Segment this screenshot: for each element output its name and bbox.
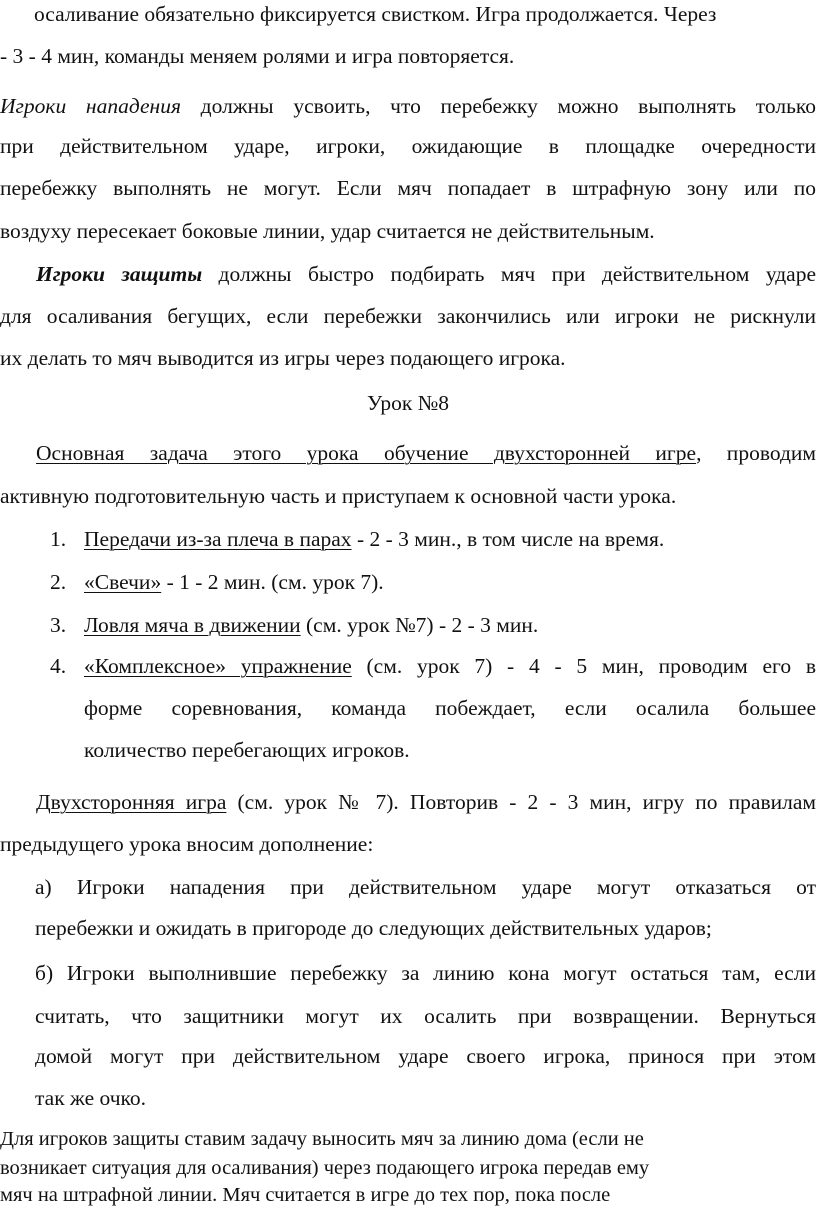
text-line: считать, что защитники могут их осалить при возвращении. Вернуться [35, 1004, 816, 1028]
text-line: их делать то мяч выводится из игры через подающего игрока. [0, 346, 566, 370]
text-line: предыдущего урока вносим дополнение: [0, 832, 374, 856]
exercise-name: Передачи из-за плеча в парах [84, 527, 352, 551]
text-line: при действительном ударе, игроки, ожидающие в площадке очередности [0, 134, 816, 158]
text-line: мяч на штрафной линии. Мяч считается в игре до тех пор, пока после [0, 1184, 611, 1206]
text-line: перебежку выполнять не могут. Если мяч попадает в штрафную зону или по [0, 176, 816, 200]
text-line: Двухсторонняя игра (см. урок № 7). Повторив - 2 - 3 мин, игру по правилам [36, 790, 816, 814]
list-number: 2. [50, 570, 67, 594]
main-task-text: Основная задача этого урока обучение двухсторонней игре [36, 441, 697, 465]
text-line: активную подготовительную часть и приступаем к основной части урока. [0, 484, 677, 508]
list-number: 4. [50, 654, 67, 678]
text-line: «Свечи» - 1 - 2 мин. (см. урок 7). [84, 570, 384, 594]
exercise-name: Ловля мяча в движении [84, 613, 301, 637]
exercise-name: «Свечи» [84, 570, 162, 594]
text-line: Игроки нападения должны усвоить, что перебежку можно выполнять только [0, 94, 816, 118]
text-line: перебежки и ожидать в пригороде до следующих действительных ударов; [35, 916, 712, 940]
text-line: домой могут при действительном ударе своего игрока, принося при этом [35, 1044, 816, 1068]
text-line: «Комплексное» упражнение (см. урок 7) - 4 - 5 мин, проводим его в [84, 654, 816, 678]
text-line: Игроки защиты должны быстро подбирать мяч при действительном ударе [36, 262, 816, 286]
text-line: а) Игроки нападения при действительном ударе могут отказаться от [35, 875, 816, 899]
text-line: воздуху пересекает боковые линии, удар считается не действительным. [0, 219, 655, 243]
text-line: Передачи из-за плеча в парах - 2 - 3 мин., в том числе на время. [84, 527, 665, 551]
text-line: осаливание обязательно фиксируется свистком. Игра продолжается. Через [34, 2, 717, 26]
list-number: 1. [50, 527, 67, 551]
list-number: 3. [50, 613, 67, 637]
text-line: форме соревнования, команда побеждает, если осалила большее [84, 696, 816, 720]
text-line: количество перебегающих игроков. [84, 738, 410, 762]
text-line: так же очко. [35, 1086, 146, 1110]
text-line: возникает ситуация для осаливания) через подающего игрока передав ему [0, 1157, 650, 1179]
attackers-label: Игроки нападения [0, 94, 181, 118]
defenders-label: Игроки защиты [36, 262, 203, 286]
text-line: Основная задача этого урока обучение двухсторонней игре, проводим [36, 441, 816, 465]
text-line: Для игроков защиты ставим задачу выносить мяч за линию дома (если не [0, 1128, 644, 1150]
text-line: для осаливания бегущих, если перебежки закончились или игроки не рискнули [0, 304, 816, 328]
text-line: Ловля мяча в движении (см. урок №7) - 2 - 3 мин. [84, 613, 539, 637]
text-line: б) Игроки выполнившие перебежку за линию кона могут остаться там, если [35, 961, 816, 985]
text-line: - 3 - 4 мин, команды меняем ролями и игра повторяется. [0, 44, 515, 68]
two-sided-game-text: Двухсторонняя игра [36, 790, 227, 814]
lesson-heading: Урок №8 [367, 391, 449, 415]
exercise-name: «Комплексное» упражнение [84, 654, 352, 678]
